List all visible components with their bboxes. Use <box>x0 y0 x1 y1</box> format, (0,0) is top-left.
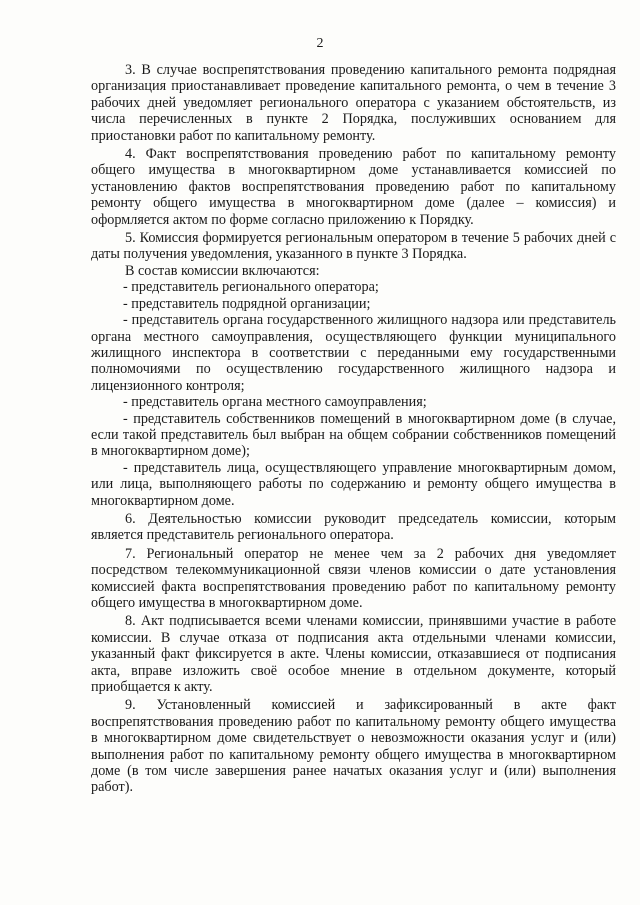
document-body <box>91 62 616 796</box>
paragraph-6: 6. Деятельностью комиссии руководит председатель комиссии, которым является представитель регионального оператора. <box>91 510 616 544</box>
list-item: - представитель регионального оператора; <box>123 279 379 296</box>
paragraph-9: 9. Установленный комиссией и зафиксированный в акте факт воспрепятствования проведению работ по капитальному ремонту общего имущества в многоквартирном доме свидетельствует о невозможности оказания услуг и (или) выполнения работ по капитальному ремонту общего имущества в многоквартирном доме (в том числе завершения ранее начатых оказания услуг и (или) выполнения работ). <box>91 697 616 796</box>
paragraph-8: 8. Акт подписывается всеми членами комиссии, принявшими участие в работе комиссии. В случае отказа от подписания акта отдельными членами комиссии, указанный факт фиксируется в акте. Члены комиссии, отказавшиеся от подписания акта, вправе изложить своё особое мнение в отдельном документе, который приобщается к акту. <box>91 613 616 696</box>
paragraph-7: 7. Региональный оператор не менее чем за 2 рабочих дня уведомляет посредством телекоммуникационной связи членов комиссии о дате установления комиссией факта воспрепятствования проведению работ по капитальному ремонту общего имущества в многоквартирном доме. <box>91 545 616 611</box>
page-number: 2 <box>316 36 324 51</box>
list-item: - представитель органа местного самоуправления; <box>123 394 427 411</box>
paragraph-4: 4. Факт воспрепятствования проведению работ по капитальному ремонту общего имущества в многоквартирном доме устанавливается комиссией по установлению фактов воспрепятствования проведению работ по капитальному ремонту общего имущества в многоквартирном доме (далее – комиссия) и оформляется актом по форме согласно приложению к Порядку. <box>91 146 616 228</box>
list-item: - представитель собственников помещений в многоквартирном доме (в случае, если такой представитель был выбран на общем собрании собственников помещений в многоквартирном доме); <box>91 410 616 460</box>
paragraph-5: 5. Комиссия формируется региональным оператором в течение 5 рабочих дней с даты получения уведомления, указанного в пункте 3 Порядка. <box>91 230 616 263</box>
paragraph-3: 3. В случае воспрепятствования проведению капитального ремонта подрядная организация приостанавливает проведение капитального ремонта, о чем в течение 3 рабочих дней уведомляет регионального оператора с указанием обстоятельств, из числа перечисленных в пункте 2 Порядка, послуживших основанием для приостановки работ по капитальному ремонту. <box>91 62 616 144</box>
commission-composition-intro: В состав комиссии включаются: <box>125 262 320 279</box>
list-item: - представитель органа государственного жилищного надзора или представитель органа местного самоуправления, осуществляющего функции муниципального жилищного инспектора в соответствии с переданными ему государственными полномочиями по осуществлению государственного жилищного надзора и лицензионного контроля; <box>91 312 616 394</box>
list-item: - представитель лица, осуществляющего управление многоквартирным домом, или лица, выполняющего работы по содержанию и ремонту общего имущества в многоквартирном доме. <box>91 459 616 509</box>
list-item: - представитель подрядной организации; <box>123 295 371 312</box>
